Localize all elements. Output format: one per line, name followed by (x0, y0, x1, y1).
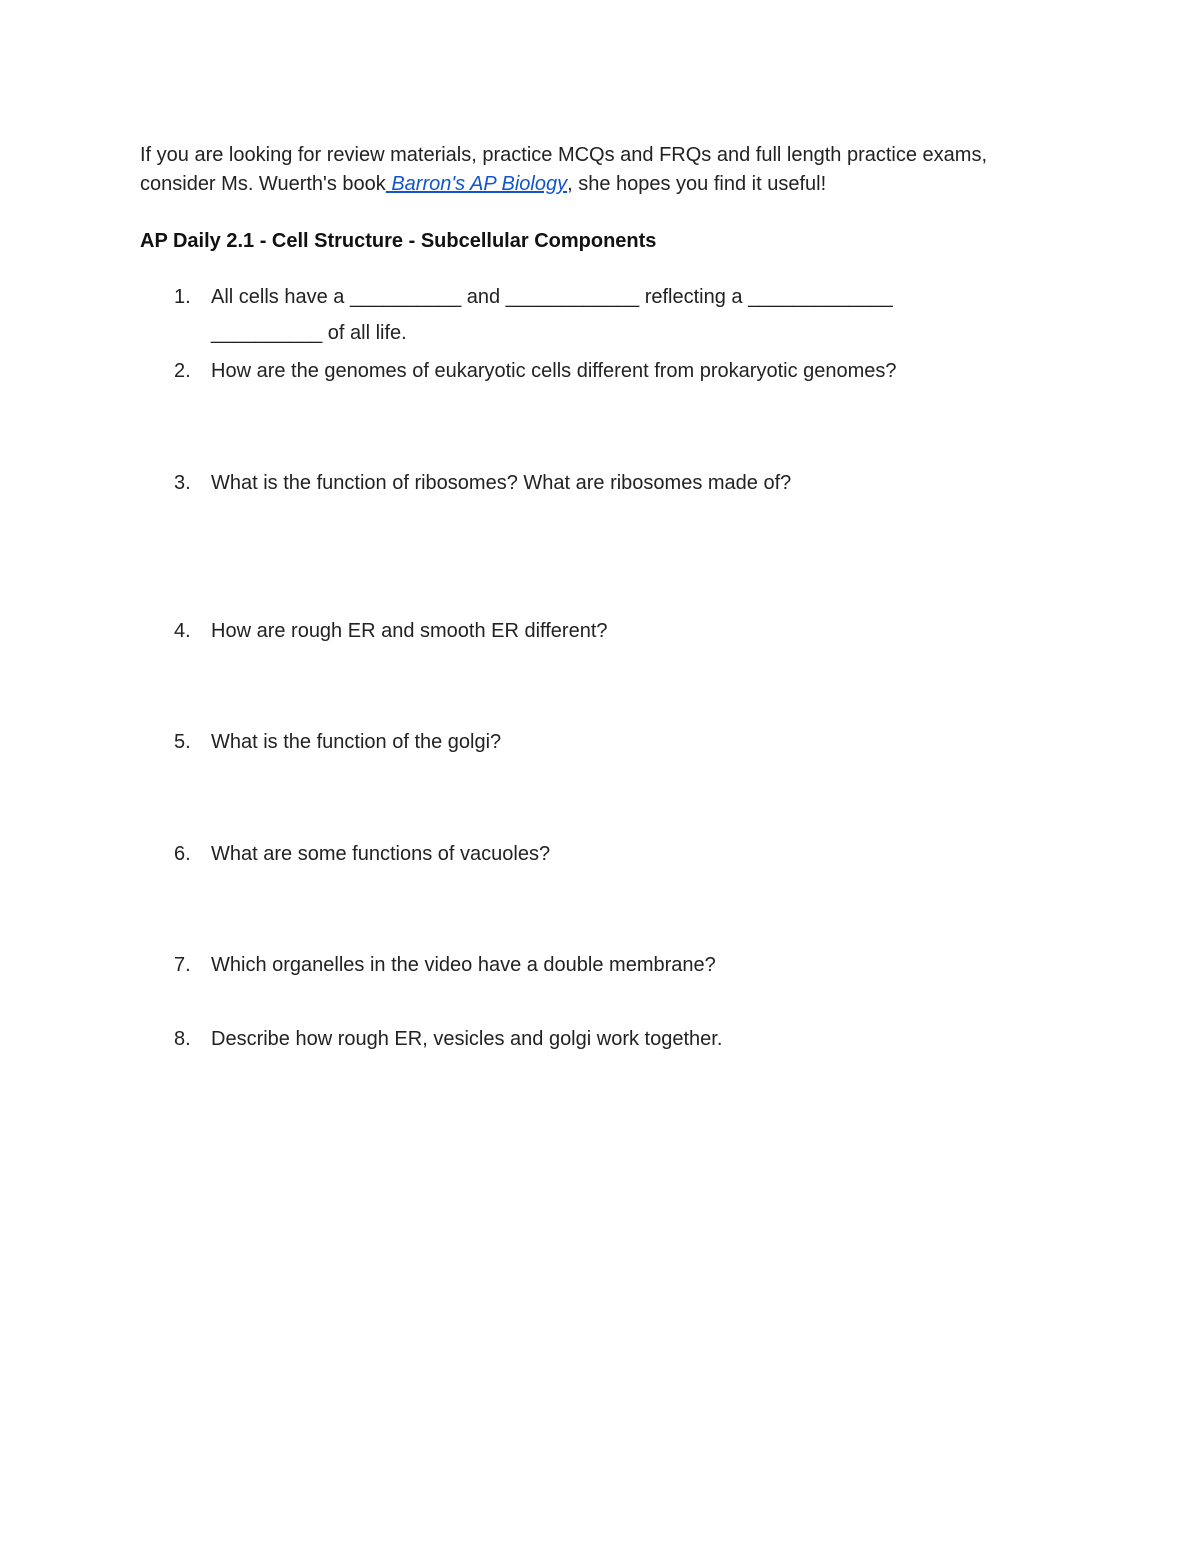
intro-line-2-suffix: , she hopes you find it useful! (567, 173, 827, 195)
question-text: What is the function of ribosomes? What are ribosomes made of? (211, 472, 792, 494)
intro-line-2-prefix: consider Ms. Wuerth's book (140, 173, 386, 195)
question-3 (140, 465, 1100, 501)
question-text: What are some functions of vacuoles? (211, 843, 551, 865)
question-number: 5. (174, 731, 191, 753)
question-number: 2. (174, 360, 191, 382)
question-text: How are the genomes of eukaryotic cells different from prokaryotic genomes? (211, 360, 897, 382)
question-text: Describe how rough ER, vesicles and golgi work together. (211, 1028, 723, 1050)
question-number: 8. (174, 1028, 191, 1050)
question-4 (140, 613, 1100, 649)
question-number: 3. (174, 472, 191, 494)
question-text: How are rough ER and smooth ER different? (211, 620, 608, 642)
question-text-line-1: All cells have a __________ and ____________ reflecting a _____________ (211, 286, 893, 308)
question-6 (140, 836, 1100, 872)
question-1 (140, 279, 1100, 351)
question-text-line-2: __________ of all life. (211, 322, 407, 344)
question-text: What is the function of the golgi? (211, 731, 502, 753)
intro-paragraph (140, 141, 1100, 199)
question-5 (140, 724, 1100, 760)
question-number: 7. (174, 954, 191, 976)
question-2 (140, 353, 1100, 389)
question-number: 6. (174, 843, 191, 865)
section-heading: AP Daily 2.1 - Cell Structure - Subcellular Components (140, 230, 657, 252)
question-8 (140, 1021, 1100, 1057)
question-number: 1. (174, 286, 191, 308)
intro-line-1: If you are looking for review materials, practice MCQs and FRQs and full length practice exams, (140, 144, 988, 166)
question-number: 4. (174, 620, 191, 642)
question-text: Which organelles in the video have a double membrane? (211, 954, 716, 976)
question-7 (140, 947, 1100, 983)
barrons-book-link[interactable]: Barron's AP Biology (385, 173, 568, 195)
